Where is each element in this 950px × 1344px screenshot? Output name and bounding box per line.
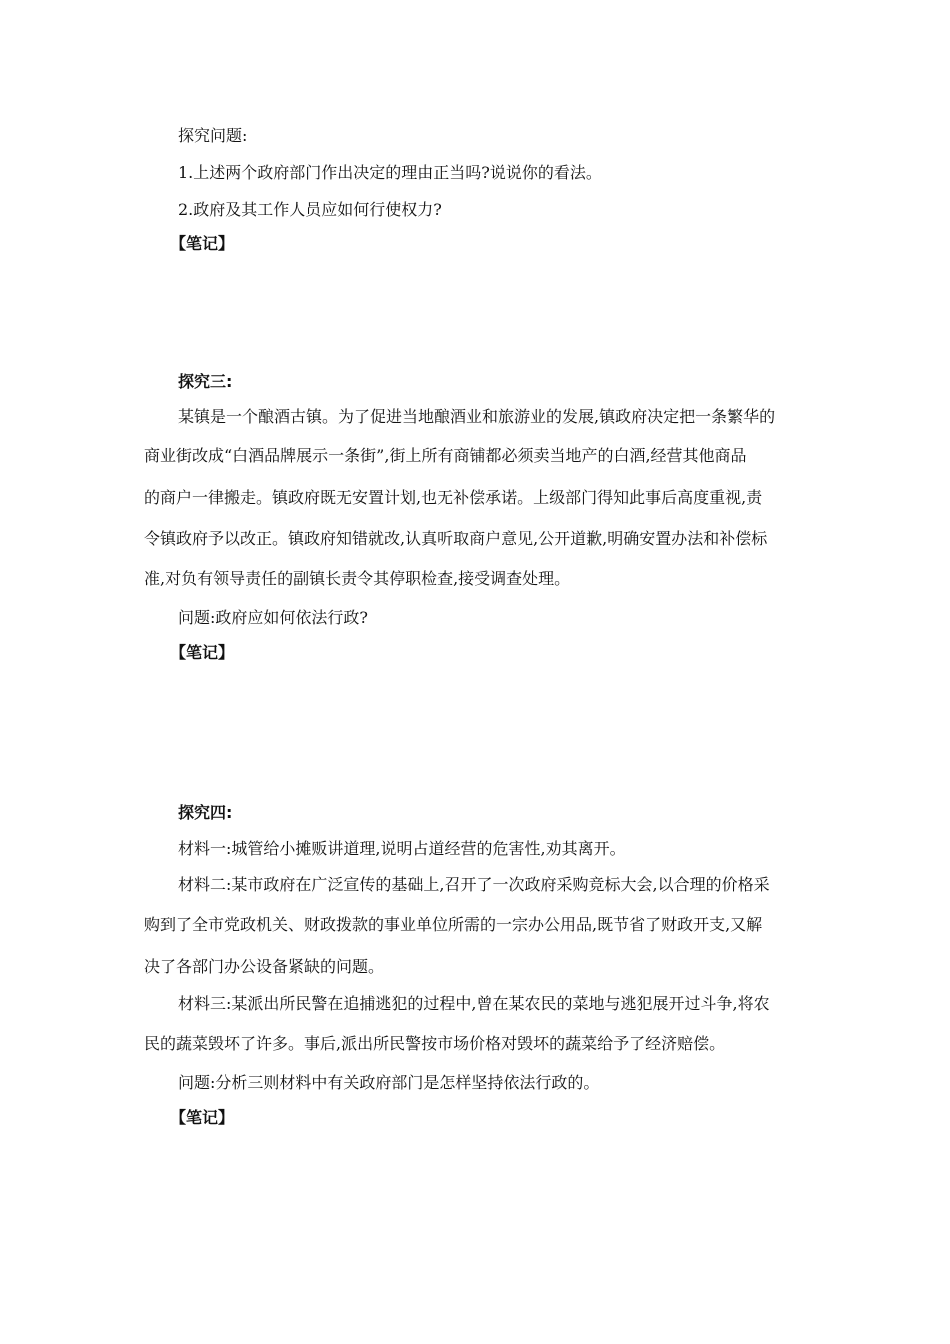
material-2-line: 决了各部门办公设备紧缺的问题。 — [144, 957, 385, 976]
material-3-line: 材料三:某派出所民警在追捕逃犯的过程中,曾在某农民的菜地与逃犯展开过斗争,将农 — [178, 994, 770, 1013]
paragraph-line: 某镇是一个酿酒古镇。为了促进当地酿酒业和旅游业的发展,镇政府决定把一条繁华的 — [178, 407, 776, 426]
question-text: 问题:政府应如何依法行政? — [178, 608, 368, 627]
paragraph-line: 令镇政府予以改正。镇政府知错就改,认真听取商户意见,公开道歉,明确安置办法和补偿标 — [144, 529, 768, 548]
material-2-line: 购到了全市党政机关、财政拨款的事业单位所需的一宗办公用品,既节省了财政开支,又解 — [144, 915, 763, 934]
note-label: 【笔记】 — [170, 234, 235, 253]
note-label: 【笔记】 — [170, 1108, 235, 1127]
question-1: 1.上述两个政府部门作出决定的理由正当吗?说说你的看法。 — [178, 163, 602, 182]
section-title: 探究四: — [178, 803, 233, 822]
paragraph-line: 的商户一律搬走。镇政府既无安置计划,也无补偿承诺。上级部门得知此事后高度重视,责 — [144, 488, 763, 507]
paragraph-line: 商业街改成“白酒品牌展示一条街”,街上所有商铺都必须卖当地产的白酒,经营其他商品 — [144, 446, 747, 465]
material-2-line: 材料二:某市政府在广泛宣传的基础上,召开了一次政府采购竞标大会,以合理的价格采 — [178, 875, 770, 894]
paragraph-line: 准,对负有领导责任的副镇长责令其停职检查,接受调查处理。 — [144, 569, 571, 588]
question-text: 问题:分析三则材料中有关政府部门是怎样坚持依法行政的。 — [178, 1073, 600, 1092]
material-3-line: 民的蔬菜毁坏了许多。事后,派出所民警按市场价格对毁坏的蔬菜给予了经济赔偿。 — [144, 1034, 726, 1053]
question-2: 2.政府及其工作人员应如何行使权力? — [178, 200, 442, 219]
questions-label: 探究问题: — [178, 126, 248, 145]
material-1: 材料一:城管给小摊贩讲道理,说明占道经营的危害性,劝其离开。 — [178, 839, 626, 858]
section-title: 探究三: — [178, 372, 233, 391]
note-label: 【笔记】 — [170, 643, 235, 662]
